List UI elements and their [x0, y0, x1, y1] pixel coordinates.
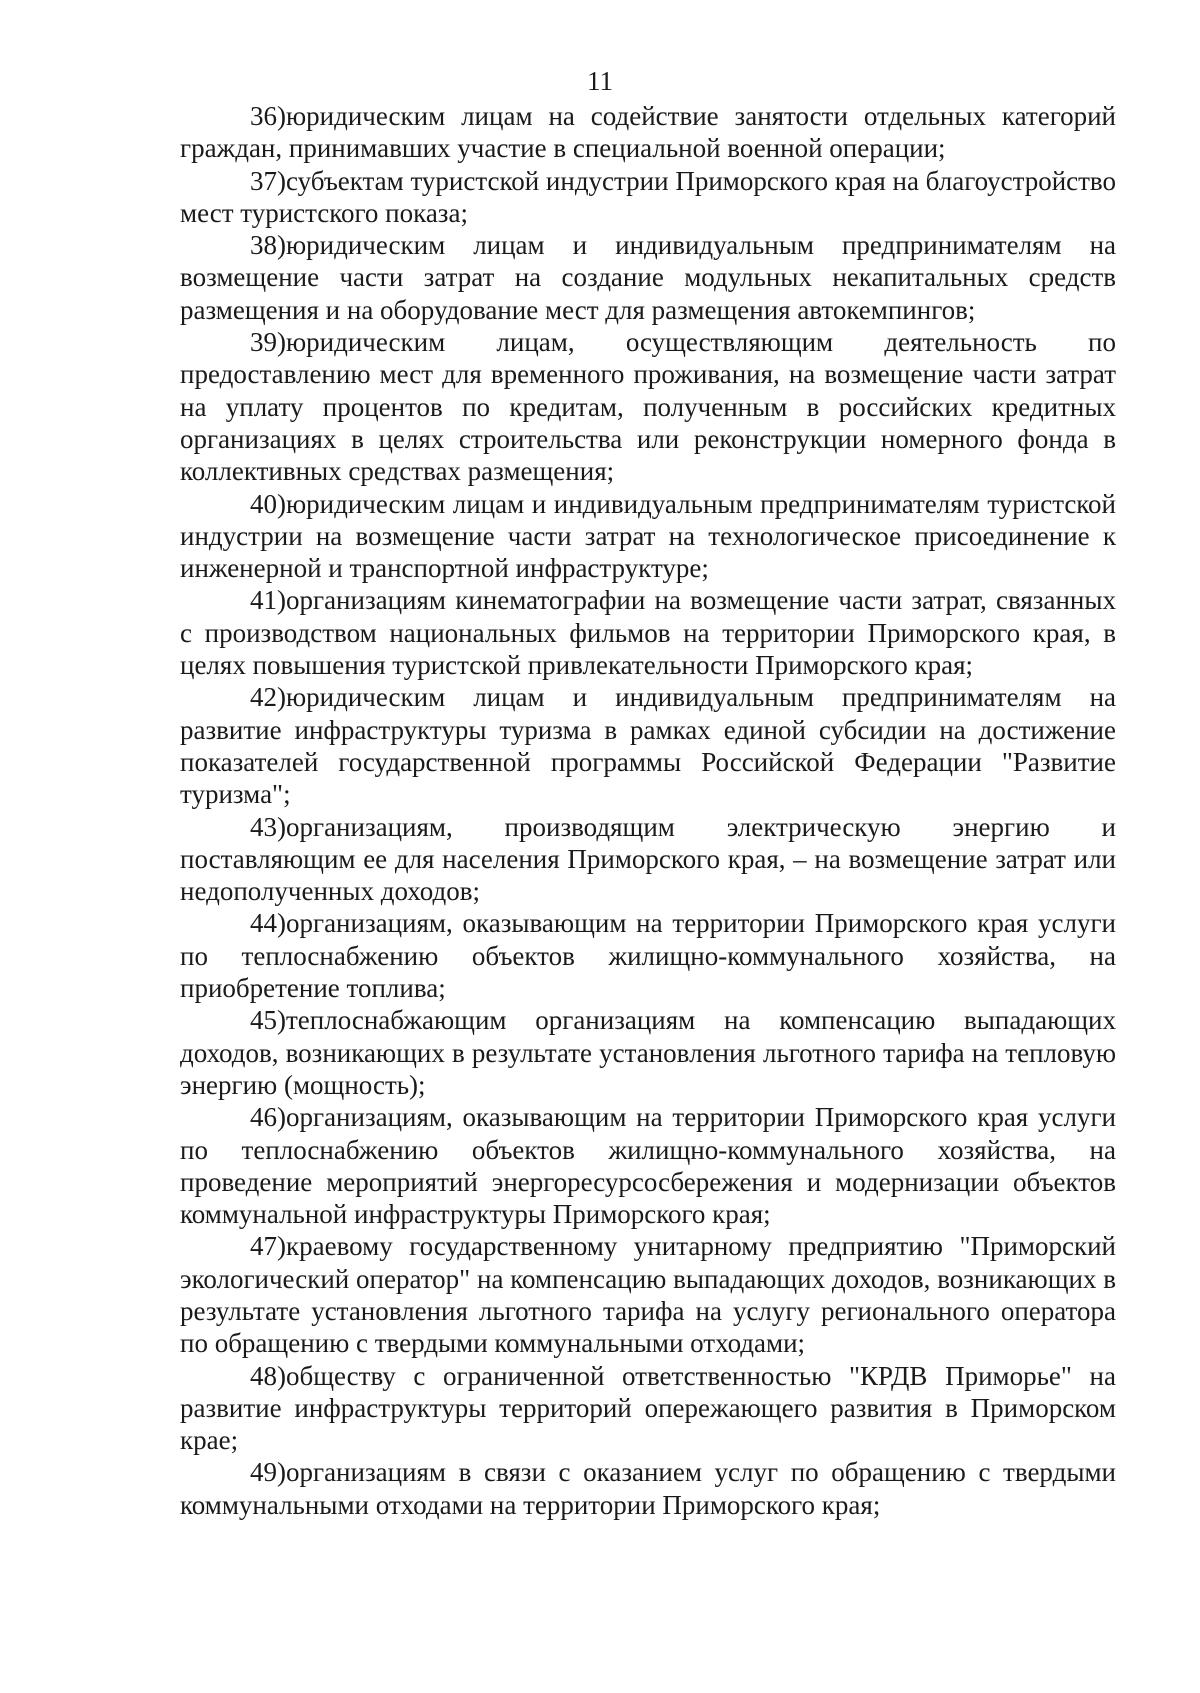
list-item-38: 38)юридическим лицам и индивидуальным предпринимателям на возмещение части затрат на создание модульных некапитальных средств размещения и на оборудование мест для размещения автокемпингов;: [180, 230, 1116, 325]
list-item-49: 49)организациям в связи с оказанием услуг по обращению с твердыми коммунальными отходами на территории Приморского края;: [180, 1457, 1116, 1520]
list-item-39: 39)юридическим лицам, осуществляющим деятельность по предоставлению мест для временного проживания, на возмещение части затрат на уплату процентов по кредитам, полученным в российских кредитных организациях в целях строительства или реконструкции номерного фонда в коллективных средствах размещения;: [180, 327, 1116, 487]
list-item-36: 36)юридическим лицам на содействие занятости отдельных категорий граждан, принимавших участие в специальной военной операции;: [180, 101, 1116, 164]
list-item-37: 37)субъектам туристской индустрии Приморского края на благоустройство мест туристского показа;: [180, 165, 1116, 228]
list-item-46: 46)организациям, оказывающим на территории Приморского края услуги по теплоснабжению объектов жилищно-коммунального хозяйства, на проведение мероприятий энергоресурсосбережения и модернизации объектов коммунальной инфраструктуры Приморского края;: [180, 1102, 1116, 1230]
page-number: 11: [587, 66, 613, 96]
list-item-43: 43)организациям, производящим электрическую энергию и поставляющим ее для населения Приморского края, – на возмещение затрат или недополученных доходов;: [180, 811, 1116, 907]
document-body: [180, 100, 1116, 1521]
list-item-45: 45)теплоснабжающим организациям на компенсацию выпадающих доходов, возникающих в результате установления льготного тарифа на тепловую энергию (мощность);: [180, 1005, 1116, 1100]
list-item-47: 47)краевому государственному унитарному предприятию "Приморский экологический оператор" на компенсацию выпадающих доходов, возникающих в результате установления льготного тарифа на услугу регионального оператора по обращению с твердыми коммунальными отходами;: [180, 1231, 1116, 1359]
list-item-44: 44)организациям, оказывающим на территории Приморского края услуги по теплоснабжению объектов жилищно-коммунального хозяйства, на приобретение топлива;: [180, 908, 1116, 1004]
list-item-42: 42)юридическим лицам и индивидуальным предпринимателям на развитие инфраструктуры туризма в рамках единой субсидии на достижение показателей государственной программы Российской Федерации "Развитие туризма";: [180, 682, 1116, 810]
list-item-40: 40)юридическим лицам и индивидуальным предпринимателям туристской индустрии на возмещение части затрат на технологическое присоединение к инженерной и транспортной инфраструктуре;: [180, 488, 1116, 584]
list-item-41: 41)организациям кинематографии на возмещение части затрат, связанных с производством национальных фильмов на территории Приморского края, в целях повышения туристской привлекательности Приморского края;: [180, 585, 1116, 681]
list-item-48: 48)обществу с ограниченной ответственностью "КРДВ Приморье" на развитие инфраструктуры территорий опережающего развития в Приморском крае;: [180, 1360, 1116, 1456]
